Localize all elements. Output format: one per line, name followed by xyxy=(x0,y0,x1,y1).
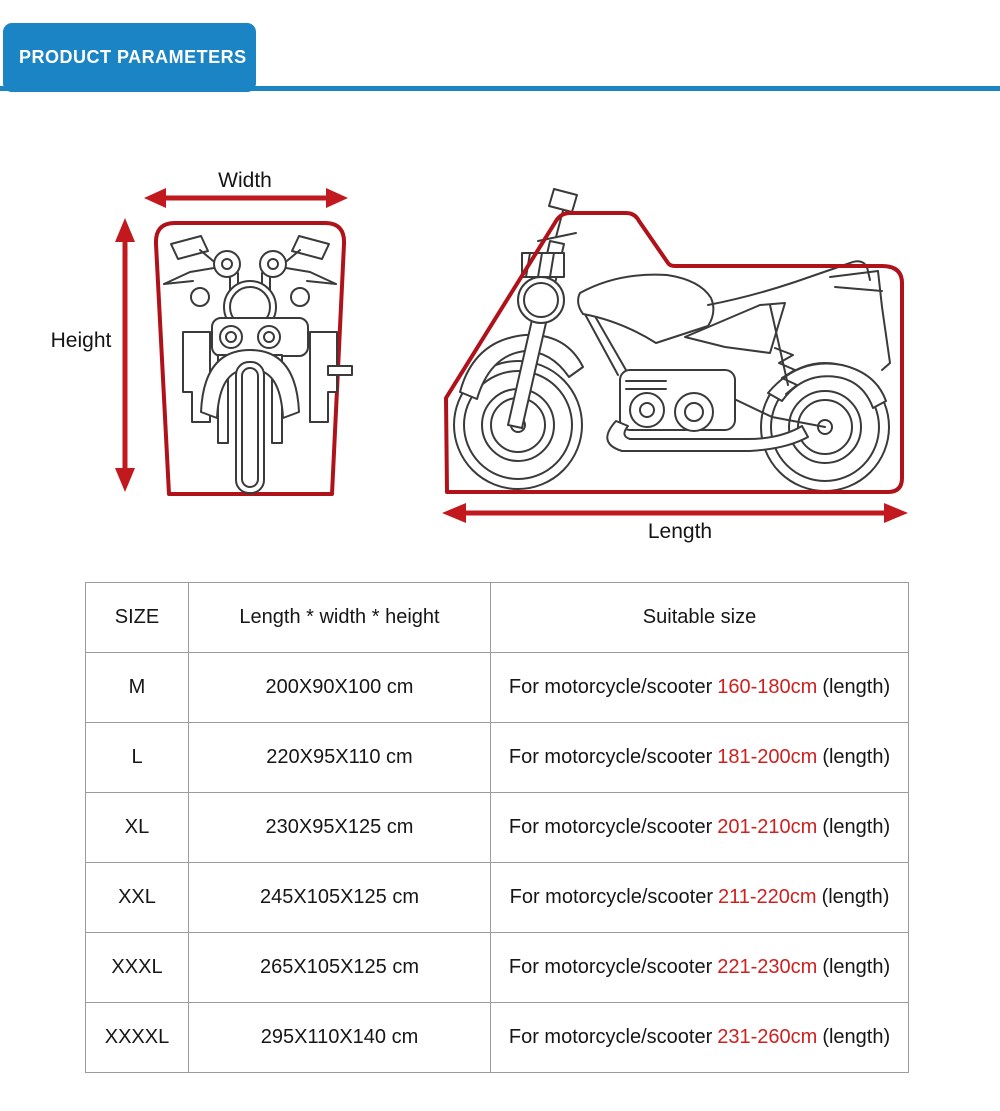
size-cell: XXL xyxy=(86,863,189,933)
dimensions-cell: 295X110X140 cm xyxy=(189,1003,491,1073)
suitable-prefix: For motorcycle/scooter xyxy=(508,746,713,768)
suitable-range: 160-180cm xyxy=(717,676,818,698)
size-cell: L xyxy=(86,723,189,793)
dimensions-cell: 220X95X110 cm xyxy=(189,723,491,793)
length-arrow-icon xyxy=(442,503,908,523)
height-arrow-icon xyxy=(115,218,135,492)
suitable-range: 201-210cm xyxy=(717,816,818,838)
dimensions-cell: 230X95X125 cm xyxy=(189,793,491,863)
motorcycle-side-art xyxy=(454,189,890,491)
col-header-dimensions: Length * width * height xyxy=(189,583,491,653)
motorcycle-front-art xyxy=(164,236,352,493)
col-header-suitable: Suitable size xyxy=(491,583,909,653)
dimensions-cell: 200X90X100 cm xyxy=(189,653,491,723)
suitable-suffix: (length) xyxy=(821,886,890,908)
suitable-cell xyxy=(491,793,909,863)
length-dimension-label: Length xyxy=(647,520,713,543)
table-row xyxy=(86,793,909,863)
section-title: PRODUCT PARAMETERS xyxy=(19,47,247,67)
suitable-prefix: For motorcycle/scooter xyxy=(508,956,713,978)
suitable-cell xyxy=(491,1003,909,1073)
suitable-cell xyxy=(491,653,909,723)
dimensions-cell: 245X105X125 cm xyxy=(189,863,491,933)
size-cell: XXXXL xyxy=(86,1003,189,1073)
suitable-prefix: For motorcycle/scooter xyxy=(508,1026,713,1048)
table-row xyxy=(86,1003,909,1073)
suitable-prefix: For motorcycle/scooter xyxy=(508,676,713,698)
suitable-suffix: (length) xyxy=(822,816,891,838)
suitable-cell xyxy=(491,723,909,793)
size-cell: XL xyxy=(86,793,189,863)
width-dimension-label: Width xyxy=(218,169,272,192)
dimensions-cell: 265X105X125 cm xyxy=(189,933,491,1003)
suitable-prefix: For motorcycle/scooter xyxy=(509,886,713,908)
suitable-prefix: For motorcycle/scooter xyxy=(508,816,713,838)
suitable-range: 221-230cm xyxy=(717,956,818,978)
width-arrow-icon xyxy=(144,188,348,208)
suitable-suffix: (length) xyxy=(822,746,891,768)
suitable-range: 231-260cm xyxy=(717,1026,818,1048)
suitable-suffix: (length) xyxy=(822,676,891,698)
height-dimension-label: Height xyxy=(50,329,112,352)
suitable-range: 211-220cm xyxy=(718,886,817,908)
suitable-cell xyxy=(491,863,909,933)
suitable-cell xyxy=(491,933,909,1003)
table-row xyxy=(86,863,909,933)
table-row xyxy=(86,653,909,723)
size-table xyxy=(85,582,909,1073)
section-banner xyxy=(3,23,256,92)
size-cell: M xyxy=(86,653,189,723)
suitable-range: 181-200cm xyxy=(717,746,818,768)
table-row xyxy=(86,723,909,793)
size-cell: XXXL xyxy=(86,933,189,1003)
motorcycle-side-view-diagram xyxy=(430,185,920,530)
table-header-row xyxy=(86,583,909,653)
motorcycle-front-view-diagram xyxy=(40,160,380,510)
table-row xyxy=(86,933,909,1003)
col-header-size: SIZE xyxy=(86,583,189,653)
suitable-suffix: (length) xyxy=(822,956,891,978)
suitable-suffix: (length) xyxy=(822,1026,891,1048)
